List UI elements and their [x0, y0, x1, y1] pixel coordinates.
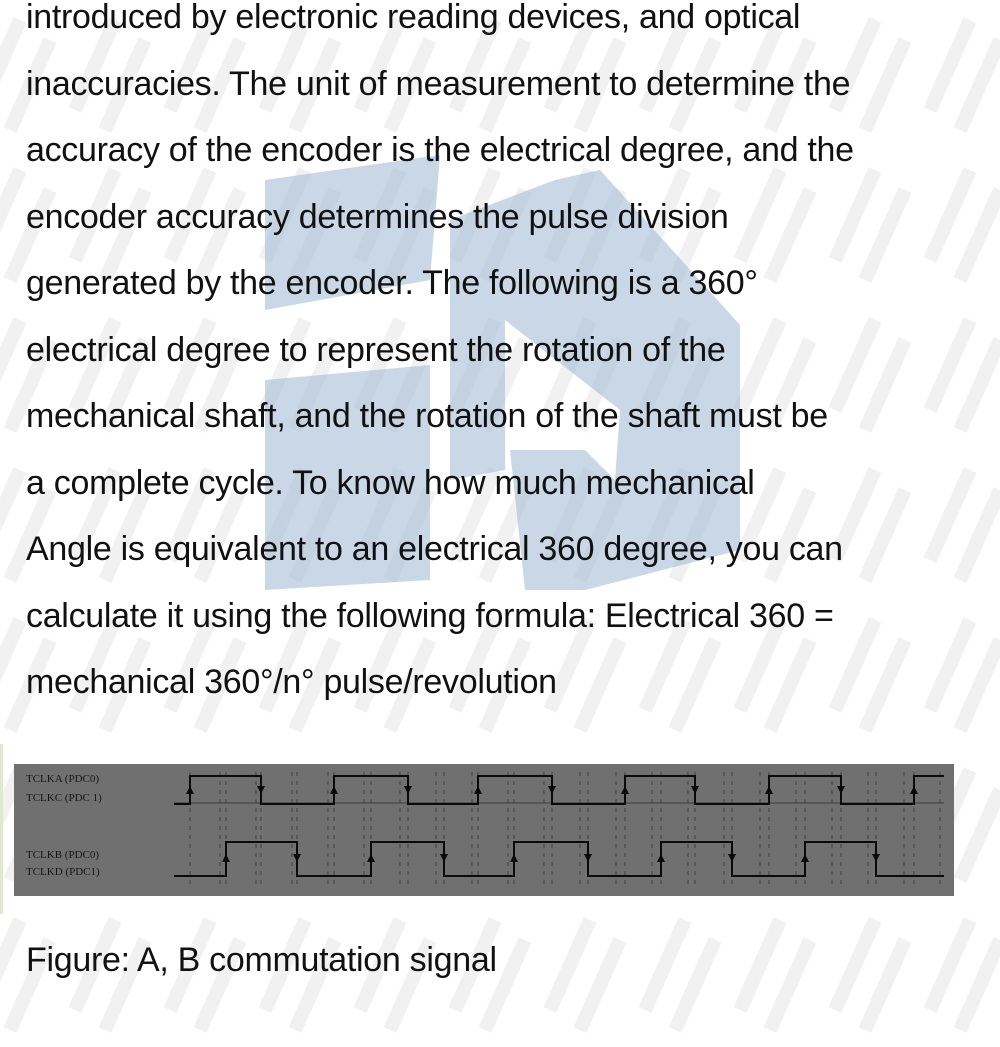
- paragraph-line: Angle is equivalent to an electrical 360 degree, you can: [26, 530, 843, 568]
- paragraph-line: mechanical 360°/n° pulse/revolution: [26, 663, 557, 701]
- paragraph-line: electrical degree to represent the rotation of the: [26, 330, 726, 369]
- signal-label-tclka: TCLKA (PDC0): [26, 773, 100, 785]
- figure-caption: Figure: A, B commutation signal: [26, 941, 497, 979]
- paragraph-line: a complete cycle. To know how much mechanical: [26, 463, 755, 502]
- signal-label-tclkb: TCLKB (PDC0): [26, 849, 100, 861]
- signal-label-tclkd: TCLKD (PDC1): [26, 866, 100, 878]
- paragraph-line: accuracy of the encoder is the electrical degree, and the: [26, 131, 854, 169]
- paragraph-line: mechanical shaft, and the rotation of the shaft must be: [26, 397, 828, 435]
- diagram-edge-line: [0, 744, 3, 914]
- commutation-signal-diagram: [14, 764, 954, 896]
- paragraph-line: inaccuracies. The unit of measurement to determine the: [26, 64, 851, 103]
- paragraph-line: calculate it using the following formula: Electrical 360 =: [26, 596, 834, 635]
- paragraph-line: introduced by electronic reading devices, and optical: [26, 0, 801, 36]
- paragraph-line: encoder accuracy determines the pulse division: [26, 197, 729, 236]
- paragraph-line: generated by the encoder. The following is a 360°: [26, 264, 758, 302]
- signal-label-tclkc: TCLKC (PDC 1): [26, 792, 102, 804]
